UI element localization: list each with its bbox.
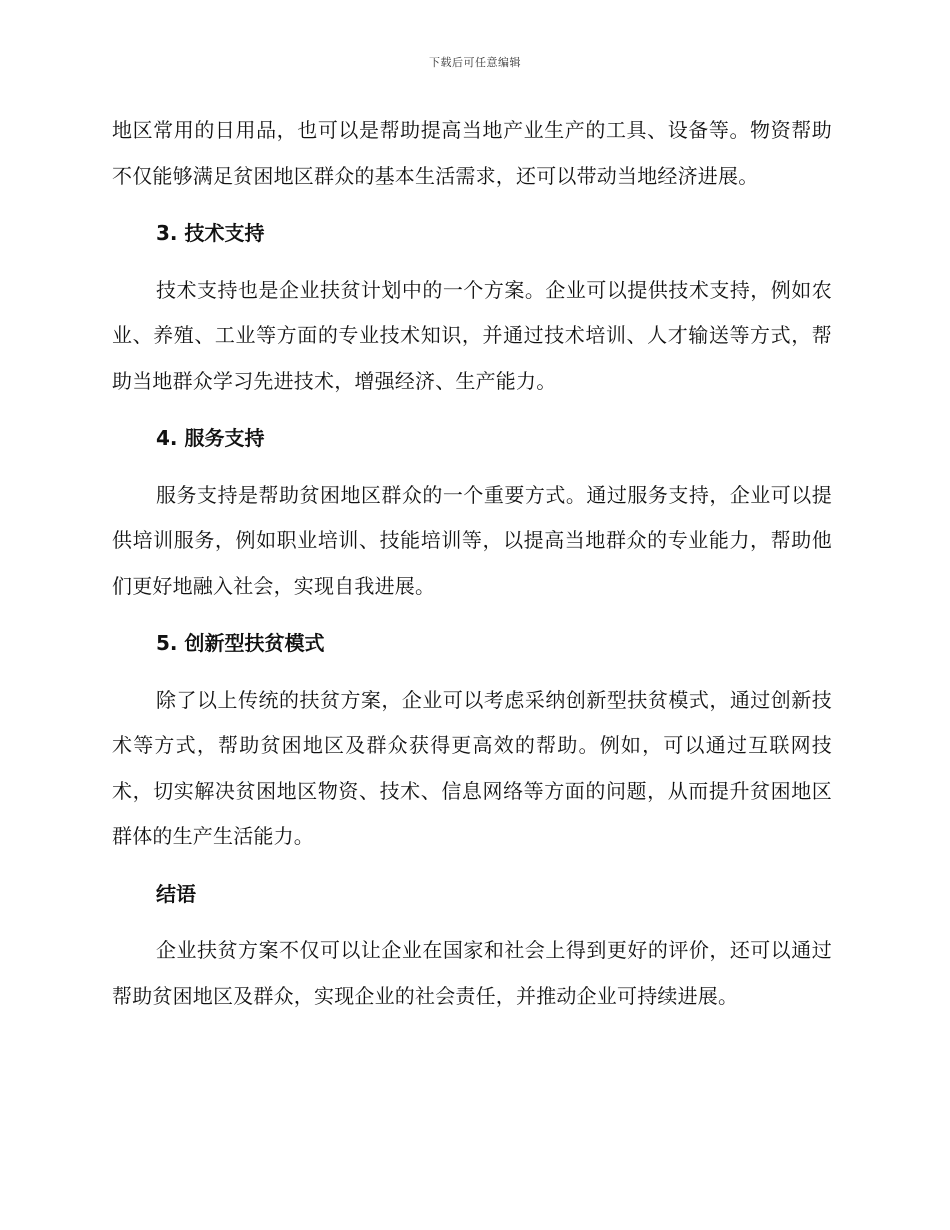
paragraph-material-aid: 地区常用的日用品，也可以是帮助提高当地产业生产的工具、设备等。物资帮助不仅能够满足贫困地区群众的基本生活需求，还可以带动当地经济进展。: [112, 118, 832, 188]
paragraph-technical-support: 技术支持也是企业扶贫计划中的一个方案。企业可以提供技术支持，例如农业、养殖、工业等方面的专业技术知识，并通过技术培训、人才输送等方式，帮助当地群众学习先进技术，增强经济、生产能力。: [112, 277, 832, 393]
paragraph-innovative-model: 除了以上传统的扶贫方案，企业可以考虑采纳创新型扶贫模式，通过创新技术等方式，帮助贫困地区及群众获得更高效的帮助。例如，可以通过互联网技术，切实解决贫困地区物资、技术、信息网络等方面的问题，从而提升贫困地区群体的生产生活能力。: [112, 687, 832, 848]
paragraph-conclusion: 企业扶贫方案不仅可以让企业在国家和社会上得到更好的评价，还可以通过帮助贫困地区及群众，实现企业的社会责任，并推动企业可持续进展。: [112, 938, 832, 1008]
heading-innovative-model: 5. 创新型扶贫模式: [156, 631, 325, 655]
heading-service-support: 4. 服务支持: [156, 426, 265, 450]
page-header: 下载后可任意编辑: [429, 56, 521, 69]
heading-conclusion: 结语: [156, 881, 196, 906]
paragraph-service-support: 服务支持是帮助贫困地区群众的一个重要方式。通过服务支持，企业可以提供培训服务，例如职业培训、技能培训等，以提高当地群众的专业能力，帮助他们更好地融入社会，实现自我进展。: [112, 482, 832, 598]
heading-technical-support: 3. 技术支持: [156, 221, 265, 245]
document-body: [112, 108, 832, 1019]
